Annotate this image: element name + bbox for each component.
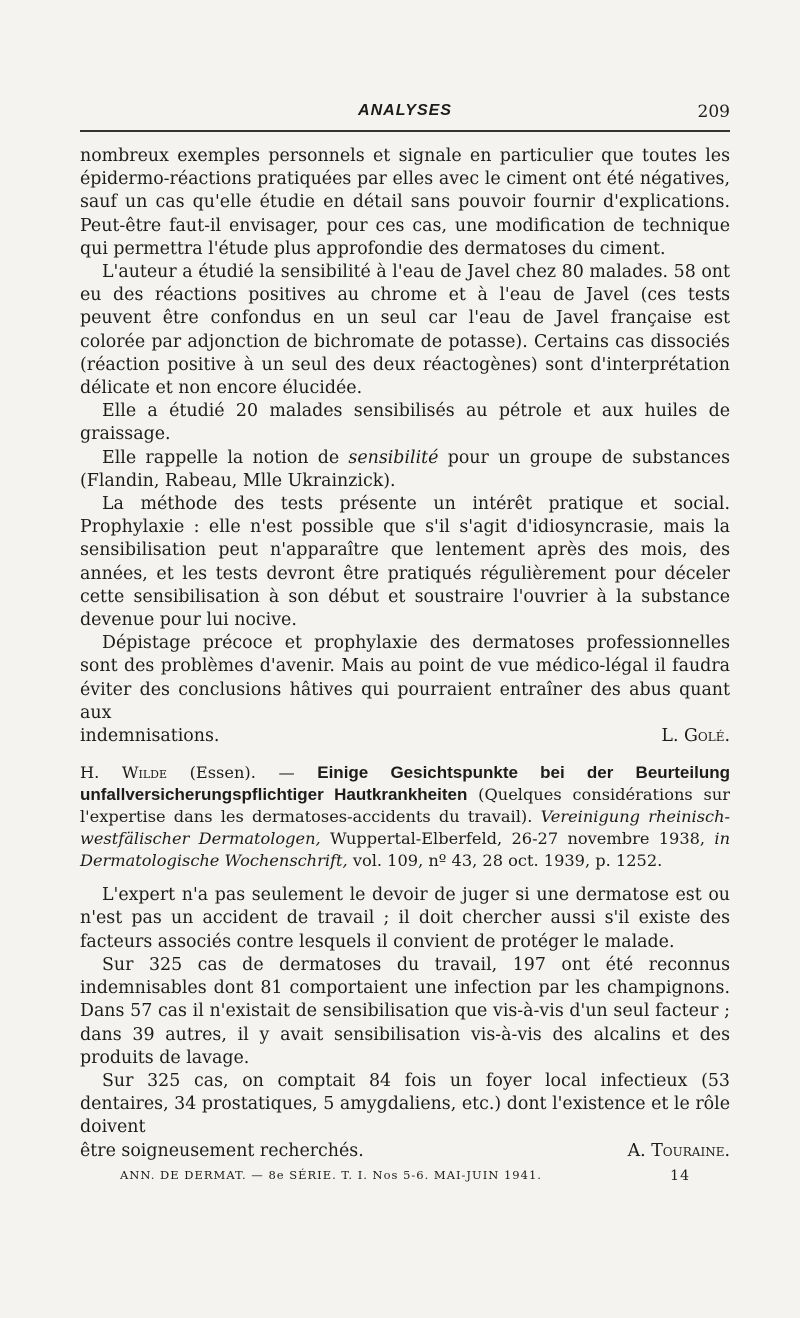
reviewer-signature: A. Touraine.	[627, 1140, 730, 1161]
sheet-number: 14	[670, 1168, 690, 1184]
paragraph: L'expert n'a pas seulement le devoir de juger si une dermatose est ou n'est pas un accident de travail ; il doit chercher aussi s'il existe des facteurs associés contre lesquels il convient de protéger le malade.	[80, 885, 730, 952]
running-title: ANALYSES	[358, 102, 452, 119]
paragraph-last-line: être soigneusement recherchés.	[80, 1140, 364, 1161]
paragraph: nombreux exemples personnels et signale en particulier que toutes les épidermo-réactions pratiquées par elles avec le ciment ont été négatives, sauf un cas qu'elle étudie en détail sans pouvoir fournir d'explications. Peut-être faut-il envisager, pour ces cas, une modification de technique qui permettra l'étude plus approfondie des dermatoses du ciment.	[80, 146, 730, 259]
author-name: Wilde	[121, 763, 168, 783]
paragraph: L'auteur a étudié la sensibilité à l'eau de Javel chez 80 malades. 58 ont eu des réactions positives au chrome et à l'eau de Javel (ces tests peuvent être confondus en un seul car l'eau de Javel française est colorée par adjonction de bichromate de potasse). Certains cas dissociés (réaction positive à un seul des deux réactogènes) sont d'interprétation délicate et non encore élucidée.	[80, 262, 730, 399]
bibliographic-reference	[80, 762, 730, 872]
header-rule	[80, 130, 730, 132]
paragraph-last-line: indemnisations.	[80, 726, 220, 747]
journal-citation: ANN. DE DERMAT. — 8e SÉRIE. T. I. Nos 5-6. MAI-JUIN 1941.	[120, 1168, 542, 1182]
paragraph	[80, 447, 730, 493]
congress-name: Vereinigung rheinisch-westfälischer Dermatologen,	[80, 807, 730, 849]
page-footer	[120, 1168, 690, 1184]
review-body	[80, 884, 730, 1162]
page-number: 209	[697, 102, 730, 122]
signature-line	[80, 1140, 730, 1163]
paragraph: Elle a étudié 20 malades sensibilisés au pétrole et aux huiles de graissage.	[80, 401, 730, 445]
paragraph: Sur 325 cas, on comptait 84 fois un foyer local infectieux (53 dentaires, 34 prostatiques, 5 amygdaliens, etc.) dont l'existence et le rôle doivent	[80, 1070, 730, 1138]
congress-details: Wuppertal-Elberfeld, 26-27 novembre 1938,	[320, 829, 715, 849]
running-header	[80, 100, 730, 130]
journal-page	[80, 0, 730, 1318]
title-translation: (Quelques considérations sur l'expertise dans les dermatoses-accidents du travail).	[80, 785, 730, 827]
paragraph: Dépistage précoce et prophylaxie des dermatoses professionnelles sont des problèmes d'avenir. Mais au point de vue médico-légal il faudra éviter des conclusions hâtives qui pourraient entraîner des abus quant aux	[80, 633, 730, 723]
paragraph-text: pour un groupe de substances (Flandin, Rabeau, Mlle Ukrainzick).	[80, 447, 730, 491]
author-location: (Essen). —	[167, 763, 318, 783]
paragraph: Sur 325 cas de dermatoses du travail, 197 ont été reconnus indemnisables dont 81 comportaient une infection par les champignons. Dans 57 cas il n'existait de sensibilisation que vis-à-vis d'un seul facteur ; dans 39 autres, il y avait sensibilisation vis-à-vis des alcalins et des produits de lavage.	[80, 954, 730, 1068]
journal-name: in Dermatologische Wochenschrift,	[80, 829, 730, 871]
emphasis: sensibilité	[348, 447, 439, 468]
article-title: Einige Gesichtspunkte bei der Beurteilung unfallversicherungspflichtiger Hautkrankheiten	[80, 763, 730, 805]
paragraph-text: Elle rappelle la notion de	[102, 447, 349, 468]
paragraph: La méthode des tests présente un intérêt pratique et social. Prophylaxie : elle n'est possible que s'il s'agit d'idiosyncrasie, mais la sensibilisation peut n'apparaître que lentement après des mois, des années, et les tests devront être pratiqués régulièrement pour déceler cette sensibilisation à son début et soustraire l'ouvrier à la substance devenue pour lui nocive.	[80, 494, 730, 631]
journal-details: vol. 109, nº 43, 28 oct. 1939, p. 1252.	[347, 851, 663, 871]
reviewer-signature: L. Golé.	[661, 726, 730, 747]
author-initial: H.	[80, 763, 122, 783]
body-text	[80, 145, 730, 1163]
signature-line	[80, 725, 730, 748]
